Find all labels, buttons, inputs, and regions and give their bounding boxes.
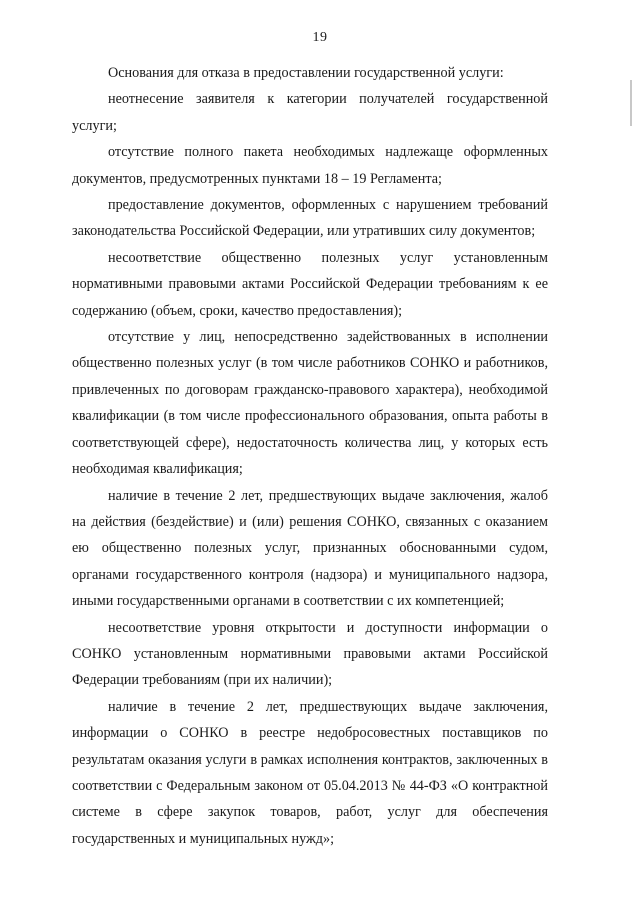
document-body xyxy=(72,60,548,852)
paragraph-unfair-suppliers-registry: наличие в течение 2 лет, предшествующих выдаче заключения, информации о СОНКО в реестре недобросовестных поставщиков по результатам оказания услуги в рамках исполнения контрактов, заключенных в соответствии с Федеральным законом от 05.04.2013 № 44-ФЗ «О контрактной системе в сфере закупок товаров, работ, услуг для обеспечения государственных и муниципальных нужд»; xyxy=(72,698,548,847)
paragraph-transparency: несоответствие уровня открытости и доступности информации о СОНКО установленным нормативными правовыми актами Российской Федерации требованиям (при их наличии); xyxy=(72,619,548,689)
paragraph-grounds-heading: Основания для отказа в предоставлении государственной услуги: xyxy=(108,65,504,81)
paragraph-service-noncompliance: несоответствие общественно полезных услуг установленным нормативными правовыми актами Российской Федерации требованиям к ее содержанию (объем, сроки, качество предоставления); xyxy=(72,249,548,319)
scan-edge-mark xyxy=(630,80,632,126)
paragraph-lack-qualification: отсутствие у лиц, непосредственно задействованных в исполнении общественно полезных услуг (в том числе работников СОНКО и работников, привлеченных по договорам гражданско-правового характера), необходимой квалификации (в том числе профессионального образования, опыта работы в соответствующей сфере), недостаточность количества лиц, у которых есть необходимая квалификация; xyxy=(72,329,548,478)
paragraph-complaints: наличие в течение 2 лет, предшествующих выдаче заключения, жалоб на действия (бездействие) и (или) решения СОНКО, связанных с оказанием ею общественно полезных услуг, признанных обоснованными судом, органами государственного контроля (надзора) и муниципального надзора, иными государственными органами в соответствии с их компетенцией; xyxy=(72,487,548,610)
paragraph-applicant-category: неотнесение заявителя к категории получателей государственной услуги; xyxy=(72,91,548,134)
page-number: 19 xyxy=(312,30,328,45)
paragraph-invalid-documents: предоставление документов, оформленных с нарушением требований законодательства Российской Федерации, или утративших силу документов; xyxy=(72,197,548,240)
paragraph-missing-documents: отсутствие полного пакета необходимых надлежаще оформленных документов, предусмотренных пунктами 18 – 19 Регламента; xyxy=(72,144,548,187)
